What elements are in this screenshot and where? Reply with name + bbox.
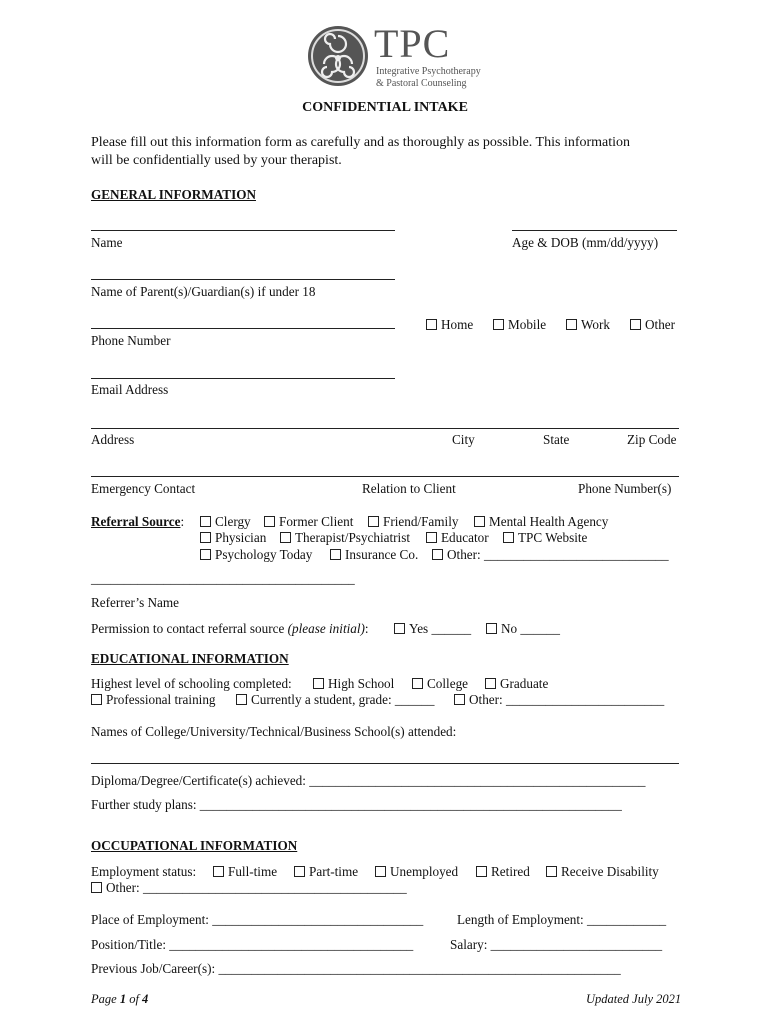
relation-label: Relation to Client [362, 481, 456, 496]
edu-college[interactable]: College [412, 676, 468, 692]
updated-date: Updated July 2021 [586, 992, 682, 1006]
schools-line[interactable] [91, 763, 679, 764]
phone-line[interactable] [91, 328, 395, 329]
checkbox[interactable] [294, 866, 305, 877]
name-line[interactable] [91, 230, 395, 231]
checkbox[interactable] [566, 319, 577, 330]
checkbox[interactable] [394, 623, 405, 634]
emergency-label: Emergency Contact [91, 481, 196, 496]
phone-type-mobile[interactable]: Mobile [493, 317, 546, 333]
salary-field[interactable]: Salary: __________________________ [450, 937, 663, 952]
checkbox[interactable] [485, 678, 496, 689]
email-line[interactable] [91, 378, 395, 379]
brand-name: TPC [374, 21, 451, 66]
emp-other[interactable]: Other: ________________________________________ [91, 880, 407, 896]
checkbox[interactable] [432, 549, 443, 560]
checkbox[interactable] [375, 866, 386, 877]
checkbox[interactable] [330, 549, 341, 560]
phone-type-other[interactable]: Other [630, 317, 675, 333]
employment-status-label: Employment status: [91, 864, 197, 879]
checkbox[interactable] [200, 532, 211, 543]
referral-educator[interactable]: Educator [426, 530, 489, 546]
brand-tagline-1: Integrative Psychotherapy [376, 66, 481, 77]
further-study-field[interactable]: Further study plans: ________________________________________________________________ [91, 797, 622, 812]
zip-label: Zip Code [627, 432, 677, 447]
checkbox[interactable] [236, 694, 247, 705]
emp-part-time[interactable]: Part-time [294, 864, 358, 880]
checkbox[interactable] [91, 882, 102, 893]
checkbox[interactable] [486, 623, 497, 634]
permission-no[interactable]: No ______ [486, 621, 560, 637]
schools-label: Names of College/University/Technical/Business School(s) attended: [91, 724, 457, 739]
email-label: Email Address [91, 382, 169, 397]
checkbox[interactable] [280, 532, 291, 543]
emp-unemployed[interactable]: Unemployed [375, 864, 458, 880]
previous-career-field[interactable]: Previous Job/Career(s): _____________________________________________________________ [91, 961, 621, 976]
checkbox[interactable] [412, 678, 423, 689]
checkbox[interactable] [503, 532, 514, 543]
checkbox[interactable] [454, 694, 465, 705]
checkbox[interactable] [200, 549, 211, 560]
brand-tagline-2: & Pastoral Counseling [376, 78, 467, 89]
education-heading: EDUCATIONAL INFORMATION [91, 651, 289, 666]
age-dob-label: Age & DOB (mm/dd/yyyy) [512, 235, 659, 250]
referral-therapist[interactable]: Therapist/Psychiatrist [280, 530, 410, 546]
referral-former-client[interactable]: Former Client [264, 514, 353, 530]
phone-type-work[interactable]: Work [566, 317, 610, 333]
phone-numbers-label: Phone Number(s) [578, 481, 672, 496]
length-of-employment-field[interactable]: Length of Employment: ____________ [457, 912, 667, 927]
place-of-employment-field[interactable]: Place of Employment: ________________________________ [91, 912, 424, 927]
referral-tpc-website[interactable]: TPC Website [503, 530, 587, 546]
permission-yes[interactable]: Yes ______ [394, 621, 471, 637]
state-label: State [543, 432, 570, 447]
checkbox[interactable] [368, 516, 379, 527]
emp-disability[interactable]: Receive Disability [546, 864, 659, 880]
phone-label: Phone Number [91, 333, 171, 348]
edu-other[interactable]: Other: ________________________ [454, 692, 664, 708]
permission-row: Permission to contact referral source (please initial): [91, 621, 369, 636]
referral-label: Referral Source: [91, 514, 185, 529]
edu-graduate[interactable]: Graduate [485, 676, 548, 692]
logo [306, 21, 481, 90]
name-label: Name [91, 235, 123, 250]
referral-psychology-today[interactable]: Psychology Today [200, 547, 312, 563]
edu-professional[interactable]: Professional training [91, 692, 216, 708]
checkbox[interactable] [630, 319, 641, 330]
checkbox[interactable] [493, 319, 504, 330]
diploma-field[interactable]: Diploma/Degree/Certificate(s) achieved: ___________________________________________________ [91, 773, 646, 788]
referral-physician[interactable]: Physician [200, 530, 266, 546]
guardian-line[interactable] [91, 279, 395, 280]
edu-current[interactable]: Currently a student, grade: ______ [236, 692, 435, 708]
age-dob-line[interactable] [512, 230, 677, 231]
address-label: Address [91, 432, 135, 447]
referral-insurance[interactable]: Insurance Co. [330, 547, 418, 563]
intro-line-1: Please fill out this information form as carefully and as thoroughly as possible. This information [91, 135, 631, 150]
city-label: City [452, 432, 475, 447]
emp-retired[interactable]: Retired [476, 864, 530, 880]
referrer-name-line[interactable]: ________________________________________ [91, 571, 355, 586]
referral-clergy[interactable]: Clergy [200, 514, 251, 530]
address-line[interactable] [91, 428, 679, 429]
highest-label: Highest level of schooling completed: [91, 676, 292, 691]
occupation-heading: OCCUPATIONAL INFORMATION [91, 838, 298, 853]
emp-full-time[interactable]: Full-time [213, 864, 277, 880]
referral-friend-family[interactable]: Friend/Family [368, 514, 458, 530]
referral-other[interactable]: Other: ____________________________ [432, 547, 669, 563]
phone-type-home[interactable]: Home [426, 317, 473, 333]
referral-mental-health[interactable]: Mental Health Agency [474, 514, 608, 530]
checkbox[interactable] [91, 694, 102, 705]
guardian-label: Name of Parent(s)/Guardian(s) if under 18 [91, 284, 316, 299]
checkbox[interactable] [213, 866, 224, 877]
checkbox[interactable] [426, 532, 437, 543]
checkbox[interactable] [200, 516, 211, 527]
page-number: Page 1 of 4 [91, 992, 149, 1006]
checkbox[interactable] [474, 516, 485, 527]
referrer-name-label: Referrer’s Name [91, 595, 179, 610]
emergency-line[interactable] [91, 476, 679, 477]
position-title-field[interactable]: Position/Title: _____________________________________ [91, 937, 414, 952]
checkbox[interactable] [426, 319, 437, 330]
intro-line-2: will be confidentially used by your therapist. [91, 153, 342, 168]
checkbox[interactable] [476, 866, 487, 877]
checkbox[interactable] [546, 866, 557, 877]
checkbox[interactable] [264, 516, 275, 527]
checkbox[interactable] [313, 678, 324, 689]
general-heading: GENERAL INFORMATION [91, 187, 256, 202]
edu-high-school[interactable]: High School [313, 676, 394, 692]
page-title: CONFIDENTIAL INTAKE [302, 100, 468, 115]
celtic-spiral-logo-icon [306, 24, 370, 88]
